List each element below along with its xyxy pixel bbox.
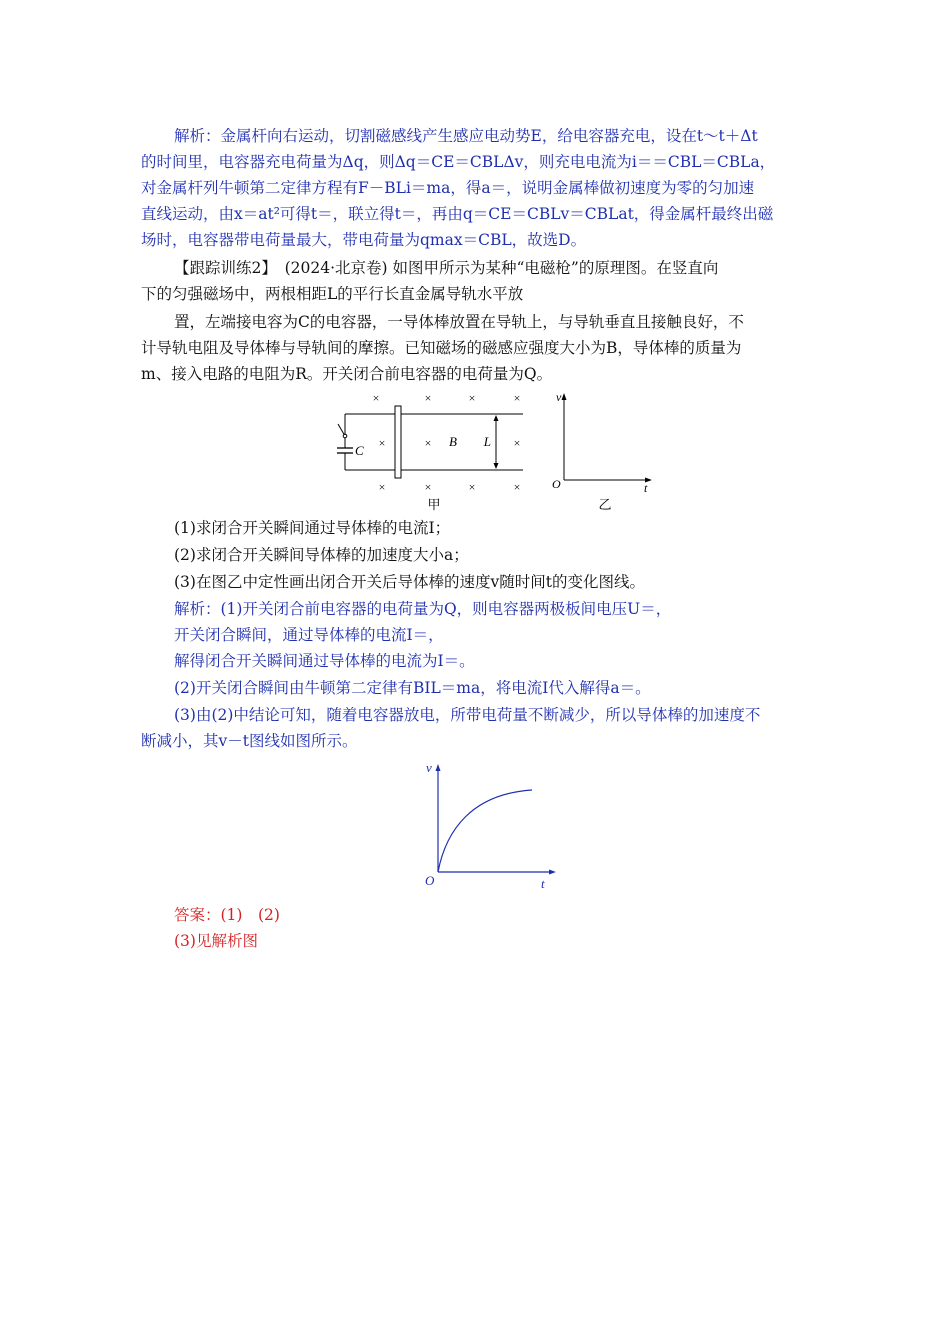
- field-cross: ×: [424, 480, 432, 494]
- field-cross: ×: [513, 436, 521, 450]
- analysis-1-line: 对金属杆列牛顿第二定律方程有F－BLi＝ma，得a＝，说明金属棒做初速度为零的匀加速: [141, 179, 755, 197]
- axis-label-t: t: [541, 876, 545, 891]
- field-cross: ×: [372, 391, 380, 405]
- field-cross: ×: [424, 436, 432, 450]
- figure-vt-graph: [420, 758, 560, 892]
- axis-label-t: t: [644, 481, 648, 495]
- training-2-line: 下的匀强磁场中，两根相距L的平行长直金属导轨水平放: [141, 285, 524, 303]
- field-cross: ×: [468, 480, 476, 494]
- training-2-line: 【跟踪训练2】 (2024·北京卷) 如图甲所示为某种“电磁枪”的原理图。在竖直向: [174, 259, 719, 277]
- caption-yi: 乙: [598, 497, 612, 512]
- analysis-2-line: 解析：(1)开关闭合前电容器的电荷量为Q，则电容器两极板间电压U＝，: [174, 600, 672, 618]
- conductor-bar: [395, 406, 401, 478]
- velocity-curve: [438, 790, 532, 872]
- field-cross: ×: [513, 391, 521, 405]
- answer-line: 答案：(1) (2): [174, 906, 280, 924]
- analysis-2-line: (2)开关闭合瞬间由牛顿第二定律有BIL＝ma，将电流I代入解得a＝。: [174, 679, 651, 697]
- analysis-1-line: 的时间里，电容器充电荷量为Δq，则Δq＝CE＝CBLΔv，则充电电流为i＝＝CBL＝CBLa，: [141, 153, 776, 171]
- field-cross: ×: [378, 436, 386, 450]
- training-2-line: 置，左端接电容为C的电容器，一导体棒放置在导轨上，与导轨垂直且接触良好，不: [174, 313, 744, 331]
- analysis-1-line: 解析：金属杆向右运动，切割磁感线产生感应电动势E，给电容器充电，设在t～t＋Δt: [174, 127, 758, 145]
- axis-label-v: v: [556, 390, 562, 404]
- origin-label: O: [552, 477, 561, 491]
- field-cross: ×: [513, 480, 521, 494]
- training-2-line: 计导轨电阻及导体棒与导轨间的摩擦。已知磁场的磁感应强度大小为B，导体棒的质量为: [141, 339, 742, 357]
- analysis-1-line: 直线运动，由x＝at²可得t＝，联立得t＝，再由q＝CE＝CBLv＝CBLat，得金属杆最终出磁: [141, 205, 774, 223]
- analysis-2-line: (3)由(2)中结论可知，随着电容器放电，所带电荷量不断减少，所以导体棒的加速度不: [174, 706, 761, 724]
- caption-jia: 甲: [427, 497, 441, 512]
- training-2-line: m、接入电路的电阻为R。开关闭合前电容器的电荷量为Q。: [141, 365, 553, 383]
- question-item: (2)求闭合开关瞬间导体棒的加速度大小a；: [174, 546, 469, 564]
- answer-line: (3)见解析图: [174, 932, 258, 950]
- label-C: C: [355, 443, 364, 458]
- figure-circuit: [320, 388, 660, 516]
- axis-label-v: v: [426, 760, 432, 775]
- field-cross: ×: [378, 480, 386, 494]
- label-L: L: [483, 434, 491, 449]
- field-cross: ×: [468, 391, 476, 405]
- question-item: (3)在图乙中定性画出闭合开关后导体棒的速度v随时间t的变化图线。: [174, 573, 645, 591]
- label-B: B: [449, 434, 457, 449]
- question-item: (1)求闭合开关瞬间通过导体棒的电流I；: [174, 519, 451, 537]
- origin-label: O: [425, 873, 435, 888]
- analysis-2-line: 开关闭合瞬间，通过导体棒的电流I＝，: [174, 626, 444, 644]
- analysis-2-line: 解得闭合开关瞬间通过导体棒的电流为I＝。: [174, 652, 475, 670]
- field-cross: ×: [424, 391, 432, 405]
- analysis-1-line: 场时，电容器带电荷量最大，带电荷量为qmax＝CBL，故选D。: [141, 231, 587, 249]
- analysis-2-line: 断减小，其v－t图线如图所示。: [141, 732, 358, 750]
